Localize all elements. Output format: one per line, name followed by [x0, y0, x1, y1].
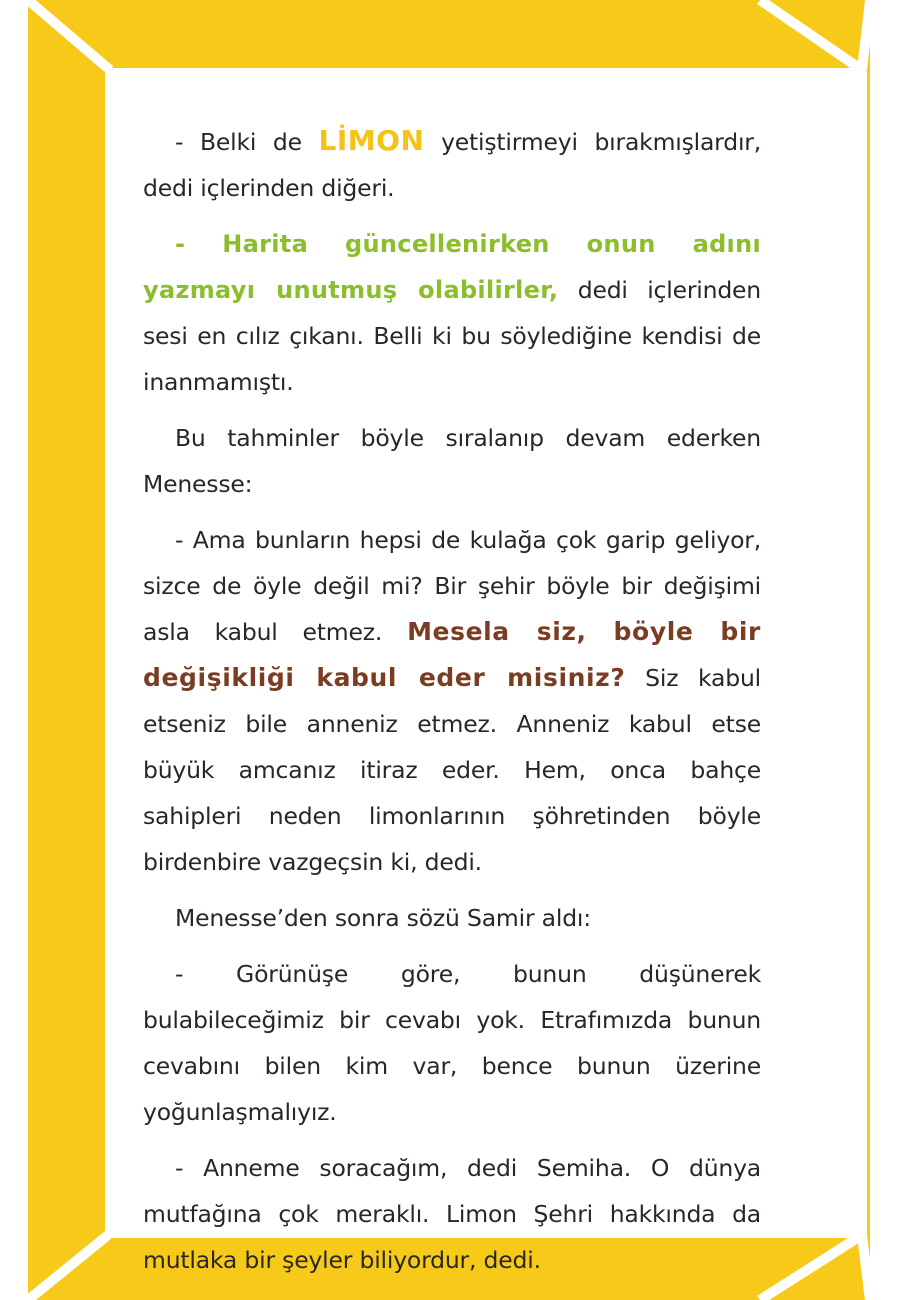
paragraph-5 [143, 895, 761, 941]
paragraph-3 [143, 415, 761, 507]
paragraph-7 [143, 1145, 761, 1283]
green-highlight: - Harita güncellenirken onun adını yazmayı unutmuş olabilirler, [143, 230, 761, 304]
paragraph-4 [143, 517, 761, 885]
paragraph-1 [143, 118, 761, 211]
paragraph-6-text: - Görünüşe göre, bunun düşünerek bulabileceğimiz bir cevabı yok. Etrafımızda bunun cevabını bilen kim var, bence bunun üzerine yoğunlaşmalıyız. [143, 960, 761, 1126]
paragraph-4-before: - Ama bunların hepsi de kulağa çok garip geliyor, sizce de öyle değil mi? Bir şehir böyle bir değişimi asla kabul etmez. [143, 526, 761, 646]
paragraph-2-after: dedi içlerinden sesi en cılız çıkanı. Belli ki bu söylediğine kendisi de inanmamıştı. [143, 276, 761, 396]
paragraph-1-after: yetiştirmeyi bırakmışlardır, dedi içlerinden diğeri. [143, 128, 762, 202]
paragraph-7-text: - Anneme soracağım, dedi Semiha. O dünya mutfağına çok meraklı. Limon Şehri hakkında da mutlaka bir şeyler biliyordur, dedi. [143, 1154, 761, 1274]
paragraph-3-text: Bu tahminler böyle sıralanıp devam ederken Menesse: [143, 424, 761, 498]
paragraph-4-after: Siz kabul etseniz bile anneniz etmez. Anneniz kabul etse büyük amcanız itiraz eder. Hem, onca bahçe sahipleri neden limonlarının şöhretinden böyle birdenbire vazgeçsin ki, dedi. [143, 664, 761, 876]
brown-highlight: Mesela siz, böyle bir değişikliği kabul eder misiniz? [143, 617, 761, 692]
limon-highlight: LİMON [318, 124, 425, 157]
paragraph-2 [143, 221, 761, 405]
paragraph-6 [143, 951, 761, 1135]
paragraph-5-text: Menesse’den sonra sözü Samir aldı: [175, 904, 591, 932]
paragraph-1-before: - Belki de [175, 128, 319, 156]
story-text [143, 118, 761, 1293]
